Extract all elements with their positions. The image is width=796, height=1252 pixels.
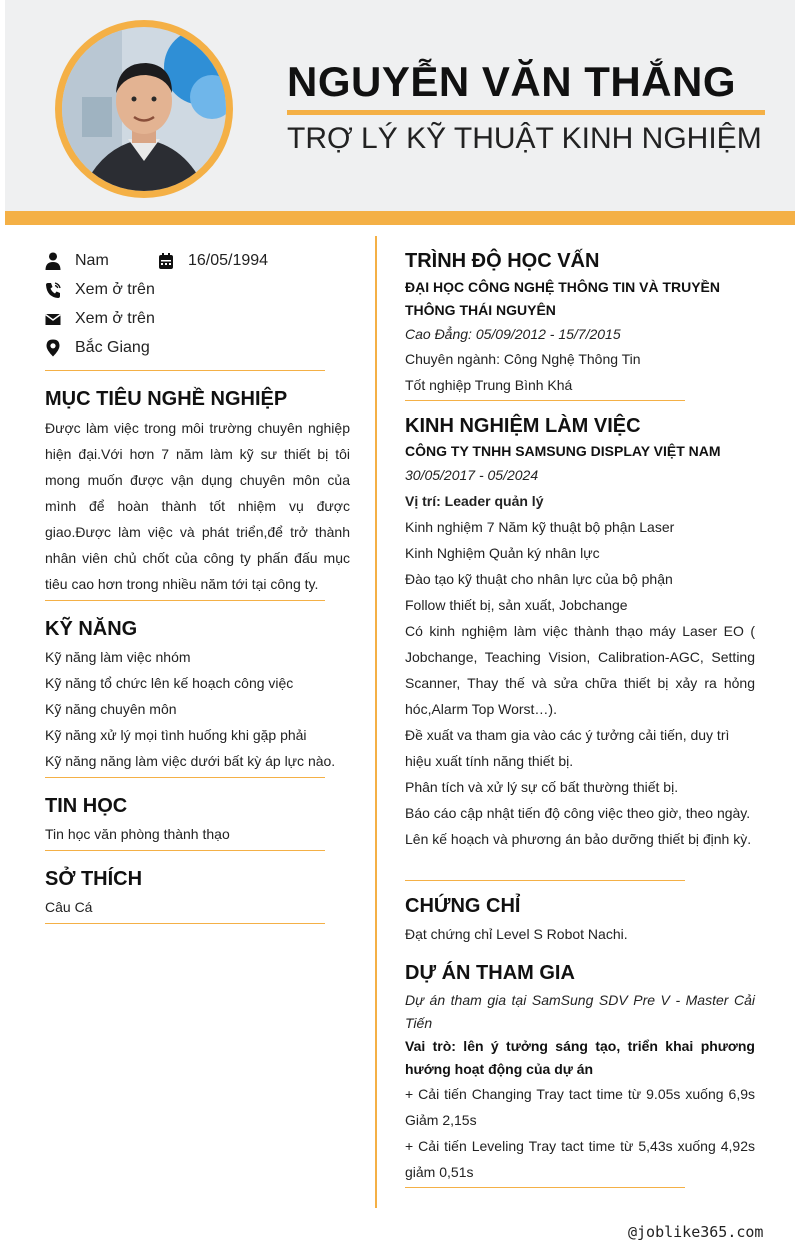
education-major: Chuyên ngành: Công Nghệ Thông Tin [405,351,641,367]
section-divider [405,880,685,881]
hobbies-title: SỞ THÍCH [45,868,143,890]
mail-icon [45,310,61,328]
column-divider [375,236,377,1208]
section-divider [405,400,685,401]
education-period: Cao Đẳng: 05/09/2012 - 15/7/2015 [405,326,621,342]
header-accent-bar [5,211,795,225]
list-item: + Cải tiến Leveling Tray tact time từ 5,43s xuống 4,92s giảm 0,51s [405,1138,755,1180]
location-pin-icon [45,339,61,357]
avatar [62,27,226,191]
phone-text: Xem ở trên [75,281,155,298]
section-divider [45,777,325,778]
list-item: Kỹ năng xử lý mọi tình huống khi gặp phải [45,727,307,743]
calendar-icon [158,252,174,270]
experience-company: CÔNG TY TNHH SAMSUNG DISPLAY VIỆT NAM [405,443,721,459]
section-divider [45,923,325,924]
candidate-name: NGUYỄN VĂN THẮNG [287,58,737,105]
projects-title: DỰ ÁN THAM GIA [405,962,575,984]
project-name: Dự án tham gia tại SamSung SDV Pre V - Master Cải Tiến [405,992,755,1031]
education-grade: Tốt nghiệp Trung Bình Khá [405,377,573,393]
certificates-title: CHỨNG CHỈ [405,895,521,917]
info-row-location [45,335,350,364]
certificates-text: Đạt chứng chỉ Level S Robot Nachi. [405,926,628,942]
info-row-phone [45,277,350,306]
list-item: Đào tạo kỹ thuật cho nhân lực của bộ phận [405,571,673,587]
experience-position: Vị trí: Leader quản lý [405,493,544,509]
name-underline [287,110,765,115]
education-school: ĐẠI HỌC CÔNG NGHỆ THÔNG TIN VÀ TRUYỀN THÔNG THÁI NGUYÊN [405,279,721,318]
experience-title: KINH NGHIỆM LÀM VIỆC [405,415,641,437]
skills-title: KỸ NĂNG [45,618,138,640]
candidate-role: TRỢ LÝ KỸ THUẬT KINH NGHIỆM [287,122,762,155]
list-item: Báo cáo cập nhật tiến độ công việc theo giờ, theo ngày. [405,805,751,821]
list-item: Follow thiết bị, sản xuất, Jobchange [405,597,628,613]
gender-text: Nam [75,252,109,269]
list-item: Kỹ năng năng làm việc dưới bất kỳ áp lực nào. [45,753,336,769]
list-item: Đề xuất va tham gia vào các ý tưởng cải tiến, duy trì hiệu xuất tính năng thiết bị. [405,727,730,769]
section-divider [45,850,325,851]
section-divider [45,600,325,601]
hobbies-text: Câu Cá [45,899,93,915]
list-item: + Cải tiến Changing Tray tact time từ 9.05s xuống 6,9s Giảm 2,15s [405,1086,755,1128]
watermark: @joblike365.com [628,1223,764,1241]
objective-text: Được làm việc trong môi trường chuyên nghiệp hiện đại.Với hơn 7 năm làm kỹ sư thiết bị tôi mong muốn được vận dụng chuyên môn của mình để hoàn thành tốt nhiệm vụ được giao.Được làm việc và phát triển,để trở thành nhân viên chủ chốt của công ty phấn đấu mục tiêu cao hơn trong nhiều năm tới tại công ty. [45,420,350,592]
birthdate-text: 16/05/1994 [188,252,269,269]
info-row-gender-birthdate [45,248,350,277]
list-item: Có kinh nghiệm làm việc thành thạo máy Laser EO ( Jobchange, Teaching Vision, Calibration-AGC, Setting Scanner, Thay thế và sửa chữa thiết bị xảy ra hỏng hóc,Alarm Top Worst…). [405,623,755,717]
list-item: Kỹ năng tổ chức lên kế hoạch công việc [45,675,294,691]
section-divider [45,370,325,371]
list-item: Phân tích và xử lý sự cố bất thường thiết bị. [405,779,679,795]
left-column [45,248,350,924]
section-divider [405,1187,685,1188]
education-title: TRÌNH ĐỘ HỌC VẤN [405,250,600,272]
list-item: Kinh Nghiệm Quản ký nhân lực [405,545,600,561]
info-row-email [45,306,350,335]
right-column [405,250,755,1188]
phone-icon [45,281,61,299]
list-item: Lên kế hoạch và phương án bảo dưỡng thiết bị định kỳ. [405,831,752,847]
person-icon [45,252,61,270]
project-role: Vai trò: lên ý tưởng sáng tạo, triển khai phương hướng hoạt động của dự án [405,1038,755,1077]
it-text: Tin học văn phòng thành thạo [45,826,230,842]
email-text: Xem ở trên [75,310,155,327]
list-item: Kỹ năng làm việc nhóm [45,649,191,665]
it-title: TIN HỌC [45,795,128,817]
location-text: Bắc Giang [75,339,150,356]
list-item: Kinh nghiệm 7 Năm kỹ thuật bộ phận Laser [405,519,675,535]
objective-title: MỤC TIÊU NGHỀ NGHIỆP [45,388,288,410]
experience-period: 30/05/2017 - 05/2024 [405,467,539,483]
list-item: Kỹ năng chuyên môn [45,701,177,717]
skills-list [45,644,350,774]
profile-photo [55,20,233,198]
